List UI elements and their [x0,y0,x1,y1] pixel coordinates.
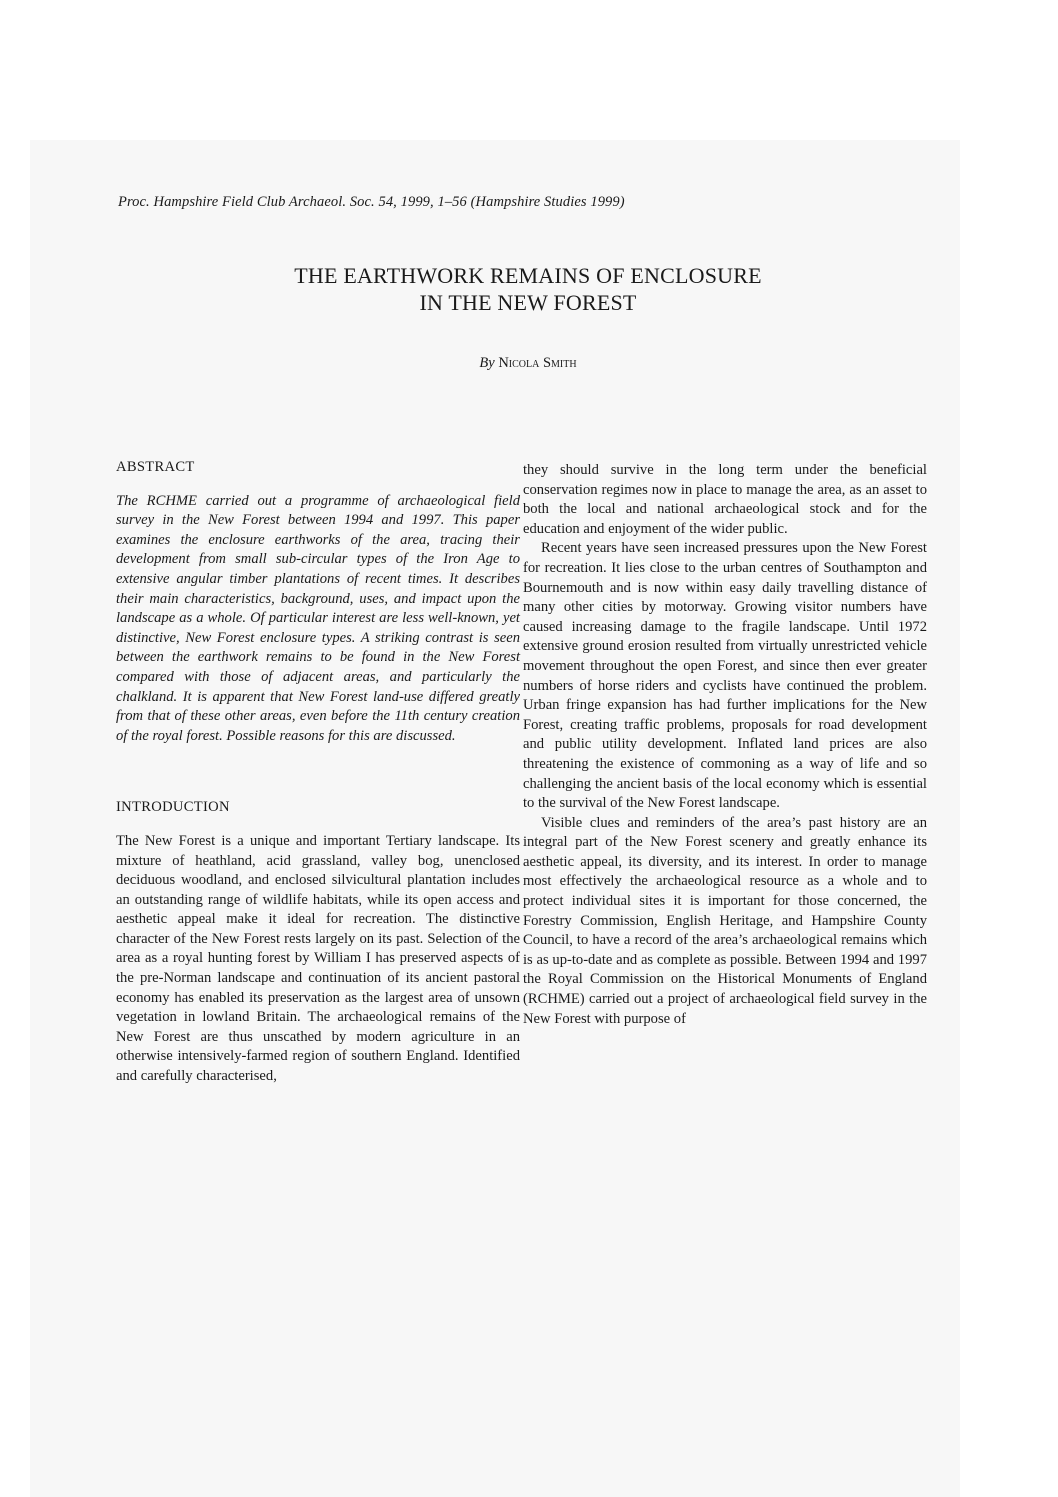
introduction-paragraph-1: The New Forest is a unique and important Tertiary landscape. Its mixture of heathland, acid grassland, valley bog, unenclosed deciduous woodland, and enclosed silvicultural plantation includes an outstanding range of wildlife habitats, while its open access and aesthetic appeal make it ideal for recreation. The distinctive character of the New Forest rests largely on its past. Selection of the area as a royal hunting forest by William I has preserved aspects of the pre-Norman landscape and continuation of its ancient pastoral economy has enabled its preservation as the largest area of unsown vegetation in lowland Britain. The archaeological remains of the New Forest are thus unscathed by modern agriculture in an otherwise intensively-farmed region of southern England. Identified and carefully characterised, [116,832,520,1085]
body-paragraph-continued: they should survive in the long term under the beneficial conservation regimes now in place to manage the area, as an asset to both the local and national archaeological stock and for the education and enjoyment of the wider public. [523,462,927,537]
body-paragraph-visible-clues: Visible clues and reminders of the area’s past history are an integral part of the New Forest scenery and greatly enhance its aesthetic appeal, its diversity, and its interest. In order to manage most effectively the archaeological resource as a whole and to protect individual sites it is important for those concerned, the Forestry Commission, English Heritage, and Hampshire County Council, to have a record of the area’s archaeological remains which is as up-to-date and as complete as possible. Between 1994 and 1997 the Royal Commission on the Historical Monuments of England (RCHME) carried out a project of archaeological field survey in the New Forest with purpose of [523,814,927,1027]
introduction-heading: INTRODUCTION [116,799,230,816]
right-column [523,461,927,1029]
article-author [118,355,938,372]
body-paragraph-recreation-pressures: Recent years have seen increased pressures upon the New Forest for recreation. It lies close to the urban centres of Southampton and Bournemouth and is now within easy daily travelling distance of many other cities by motorway. Growing visitor numbers have caused increasing damage to the fragile landscape. Until 1972 extensive ground erosion resulted from virtually unrestricted vehicle movement throughout the open Forest, and since then ever greater numbers of horse riders and cyclists have continued the problem. Urban fringe expansion has had further implications for the New Forest, creating traffic problems, proposals for road development and public utility development. Inflated land prices are also threatening the existence of commoning as a way of life and so challenging the ancient basis of the local economy which is essential to the survival of the New Forest landscape. [523,540,927,812]
article-title-line-1: THE EARTHWORK REMAINS OF ENCLOSURE [294,263,762,288]
left-column [116,450,520,1087]
abstract-heading: ABSTRACT [116,459,195,475]
article-title [118,262,938,316]
journal-citation: Proc. Hampshire Field Club Archaeol. Soc. 54, 1999, 1–56 (Hampshire Studies 1999) [118,194,625,210]
article-title-line-2: IN THE NEW FOREST [419,290,637,315]
author-prefix: By [479,355,495,371]
author-name: Nicola Smith [498,355,577,371]
abstract-body: The RCHME carried out a programme of archaeological field survey in the New Forest between 1994 and 1997. This paper examines the enclosure earthworks of the area, tracing their development from small sub-circular types of the Iron Age to extensive angular timber plantations of recent times. It describes their main characteristics, background, uses, and impact upon the landscape as a whole. Of particular interest are less well-known, yet distinctive, New Forest enclosure types. A striking contrast is seen between the earthwork remains to be found in the New Forest compared with those of adjacent areas, and particularly the chalkland. It is apparent that New Forest land-use differed greatly from that of these other areas, even before the 11th century creation of the royal forest. Possible reasons for this are discussed. [116,492,520,744]
